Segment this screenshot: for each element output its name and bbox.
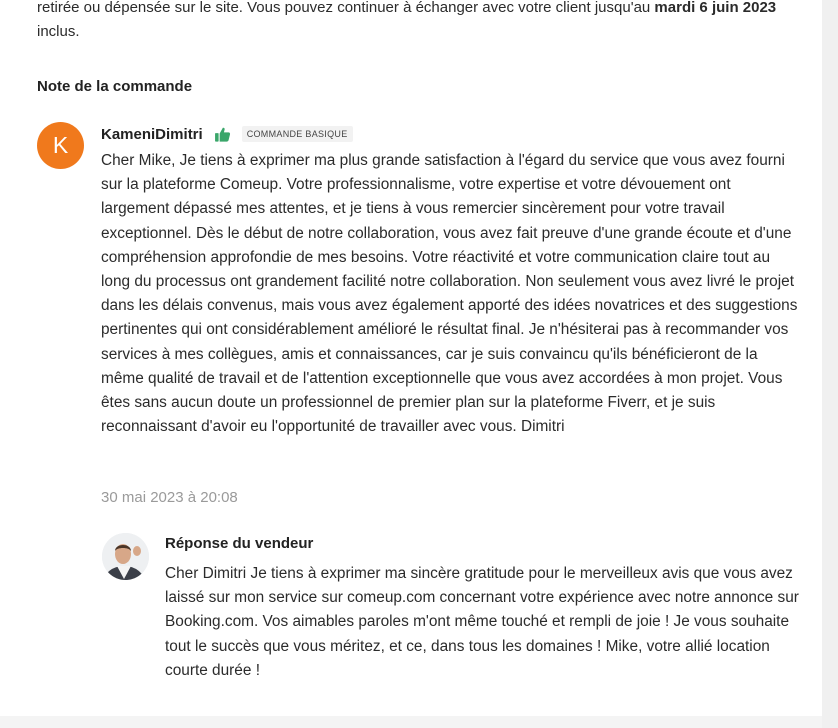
scrollbar[interactable] xyxy=(822,0,838,728)
vendor-avatar xyxy=(102,533,149,580)
intro-deadline: mardi 6 juin 2023 xyxy=(654,0,777,16)
vendor-reply-text: Cher Dimitri Je tiens à exprimer ma sincère gratitude pour le merveilleux avis que vous avez laissé sur mon service sur comeup.com concernant votre expérience avec notre annonce sur Booking.com. Vos aimables paroles m'ont même touché et rempli de joie ! Je vous souhaite tout le succès que vous méritez, et ce, dans tous les domaines ! Mike, votre allié location courte durée ! xyxy=(165,565,799,679)
buyer-avatar: K xyxy=(37,122,84,169)
review-header xyxy=(101,123,353,145)
review-date: 30 mai 2023 à 20:08 xyxy=(101,489,238,506)
intro-text-after: inclus. xyxy=(37,23,80,40)
buyer-username[interactable]: KameniDimitri xyxy=(101,125,203,143)
intro-text-before: retirée ou dépensée sur le site. Vous pouvez continuer à échanger avec votre client jusqu'au xyxy=(37,0,655,16)
section-title: Note de la commande xyxy=(37,78,193,95)
review-text: Cher Mike, Je tiens à exprimer ma plus grande satisfaction à l'égard du service que vous avez fourni sur la plateforme Comeup. Votre professionnalisme, votre expertise et votre dévouement ont largement dépassé mes attentes, et je tiens à vous remercier sincèrement pour votre travail exceptionnel. Dès le début de notre collaboration, vous avez fait preuve d'une grande écoute et d'une compréhension approfondie de mes besoins. Votre réactivité et votre communication claire tout au long du processus ont grandement facilité notre collaboration. Non seulement vous avez livré le projet dans les délais convenus, mais vous avez également apporté des idées novatrices et des suggestions pertinentes qui ont considérablement amélioré le résultat final. Je n'hésiterai pas à recommander vos services à mes collègues, amis et connaissances, car je suis convaincu qu'ils bénéficieront de la même qualité de travail et de l'attention exceptionnelle que vous avez accordées à mon projet. Vous êtes sans aucun doute un professionnel de premier plan sur la plateforme Fiverr, et je suis reconnaissant d'avoir eu l'opportunité de travailler avec vous. Dimitri xyxy=(101,152,798,436)
vendor-reply-title: Réponse du vendeur xyxy=(165,535,314,552)
order-type-badge: COMMANDE BASIQUE xyxy=(242,126,353,142)
intro-text xyxy=(37,0,807,44)
thumbs-up-icon xyxy=(214,126,231,143)
